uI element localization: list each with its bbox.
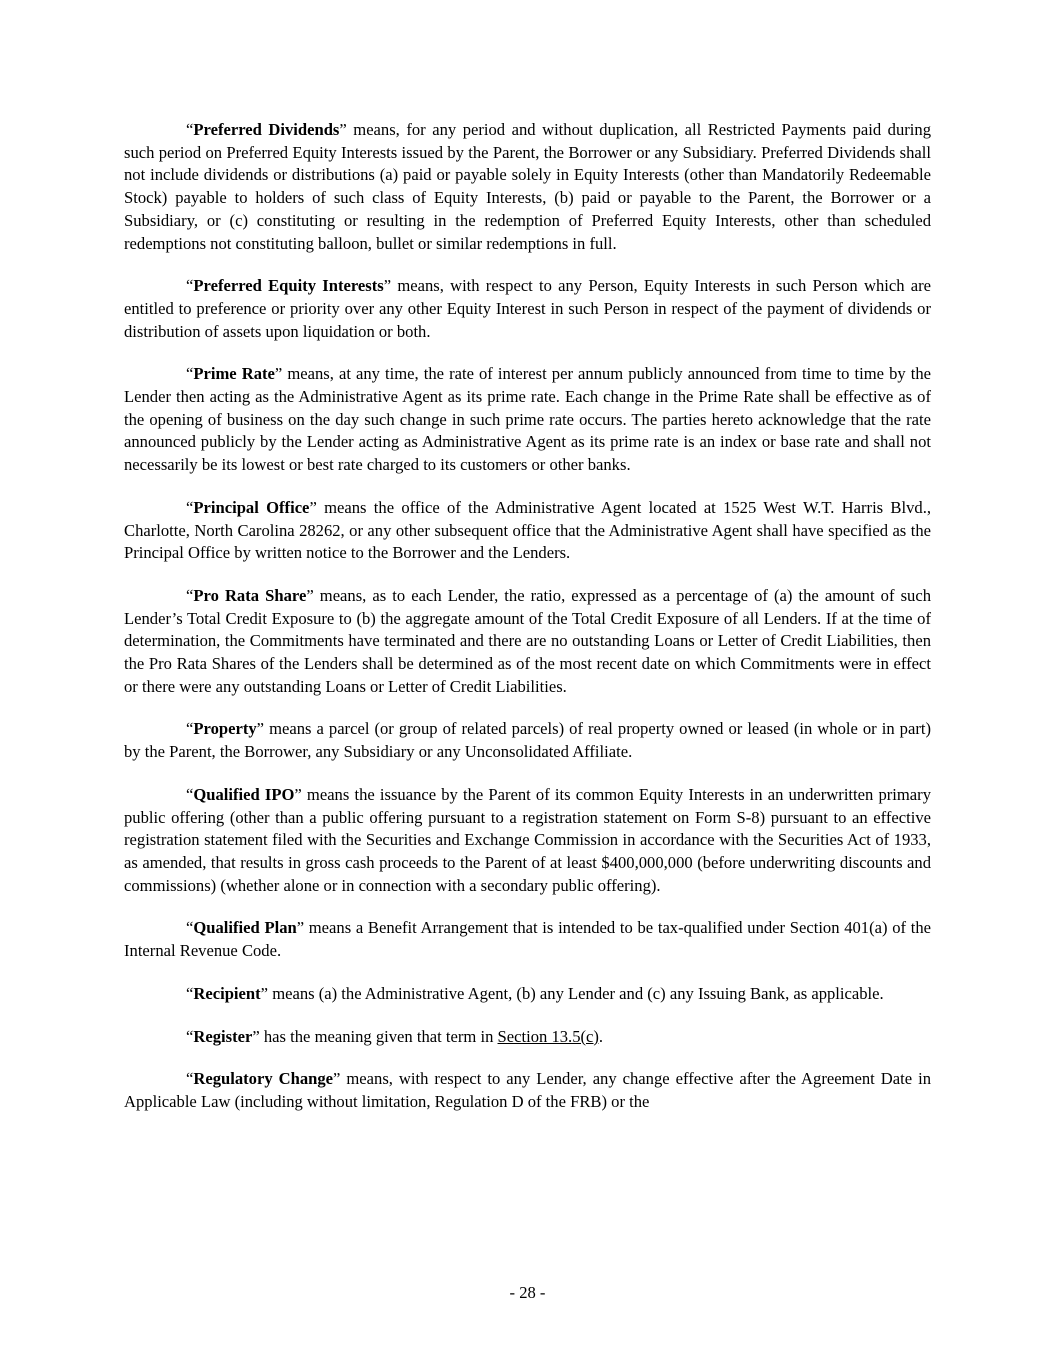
quote-open: “ <box>186 983 194 1003</box>
definition-text: means the office of the Administrative Agent located at 1525 West W.T. Harris Blvd., Charlotte, North Carolina 28262, or any other subsequent office that the Administrative Agent shall have specified as the Principal Office by written notice to the Borrower and the Lenders. <box>124 497 932 563</box>
defined-term: Pro Rata Share <box>193 585 307 605</box>
definition-regulatory-change <box>124 1068 931 1113</box>
defined-term: Regulatory Change <box>193 1069 334 1089</box>
defined-term: Register <box>193 1026 253 1046</box>
document-body <box>124 119 931 1134</box>
definition-text: means, for any period and without duplication, all Restricted Payments paid during such period on Preferred Equity Interests issued by the Parent, the Borrower or any Subsidiary. Preferred Dividends shall not include dividends or distributions (a) paid or payable solely in Equity Interests (other than Mandatorily Redeemable Stock) payable to holders of such class of Equity Interests, (b) paid or payable to the Parent, the Borrower or a Subsidiary, or (c) constituting or resulting in the redemption of Preferred Equity Interests, other than scheduled redemptions not constituting balloon, bullet or similar redemptions in full. <box>124 120 931 253</box>
definition-qualified-ipo <box>124 784 931 898</box>
quote-close: ” <box>252 1026 260 1046</box>
definition-text: means a parcel (or group of related parcels) of real property owned or leased (in whole or in part) by the Parent, the Borrower, any Subsidiary or any Unconsolidated Affiliate. <box>124 719 931 762</box>
definition-prime-rate <box>124 363 931 477</box>
quote-open: “ <box>186 1069 194 1089</box>
quote-open: “ <box>186 918 194 938</box>
definition-text: means, as to each Lender, the ratio, expressed as a percentage of (a) the amount of such Lender’s Total Credit Exposure to (b) the aggregate amount of the Total Credit Exposure of all Lenders. If at the time of determination, the Commitments have terminated and there are no outstanding Loans or Letter of Credit Liabilities, then the Pro Rata Shares of the Lenders shall be determined as of the most recent date on which Commitments were in effect or there were any outstanding Loans or Letter of Credit Liabilities. <box>124 585 931 696</box>
definition-text: means, with respect to any Person, Equity Interests in such Person which are entitled to preference or priority over any other Equity Interest in such Person in respect of the payment of dividends or distribution of assets upon liquidation or both. <box>124 276 931 341</box>
quote-open: “ <box>186 719 194 739</box>
defined-term: Qualified IPO <box>193 784 295 804</box>
quote-open: “ <box>186 585 194 605</box>
definition-text: means, with respect to any Lender, any change effective after the Agreement Date in Applicable Law (including without limitation, Regulation D of the FRB) or the <box>124 1069 931 1111</box>
defined-term: Recipient <box>193 983 261 1003</box>
definition-preferred-equity-interests <box>124 275 931 343</box>
definition-text: means (a) the Administrative Agent, (b) any Lender and (c) any Issuing Bank, as applicable. <box>268 983 884 1003</box>
quote-close: ” <box>256 719 265 739</box>
quote-close: ” <box>333 1069 341 1089</box>
quote-open: “ <box>186 364 194 384</box>
quote-close: ” <box>296 918 305 938</box>
quote-close: ” <box>383 276 392 296</box>
quote-open: “ <box>186 120 194 139</box>
quote-close: ” <box>274 364 283 384</box>
quote-open: “ <box>186 497 194 517</box>
definition-principal-office <box>124 497 931 565</box>
definition-text: has the meaning given that term in <box>259 1026 498 1046</box>
defined-term: Principal Office <box>193 497 310 517</box>
quote-close: ” <box>260 983 269 1003</box>
quote-open: “ <box>186 784 194 804</box>
quote-close: ” <box>309 497 317 517</box>
definition-text: means, at any time, the rate of interest per annum publicly announced from time to time by the Lender then acting as the Administrative Agent as its prime rate. Each change in the Prime Rate shall be effective as of the opening of business on the day such change in such prime rate occurs. The parties hereto acknowledge that the rate announced publicly by the Lender acting as Administrative Agent as its prime rate is an index or base rate and shall not necessarily be its lowest or best rate charged to its customers or other banks. <box>124 364 932 475</box>
section-reference: Section 13.5(c) <box>497 1026 599 1046</box>
definition-text-end: . <box>598 1026 604 1046</box>
quote-open: “ <box>186 1026 194 1046</box>
definition-text: means a Benefit Arrangement that is intended to be tax-qualified under Section 401(a) of the Internal Revenue Code. <box>124 918 931 961</box>
defined-term: Preferred Equity Interests <box>193 276 384 296</box>
definition-preferred-dividends <box>124 119 931 255</box>
quote-close: ” <box>306 585 314 605</box>
quote-close: ” <box>294 784 302 804</box>
definition-qualified-plan <box>124 917 931 962</box>
quote-close: ” <box>339 120 347 139</box>
defined-term: Preferred Dividends <box>193 120 340 139</box>
quote-open: “ <box>186 276 194 296</box>
definition-pro-rata-share <box>124 585 931 699</box>
defined-term: Qualified Plan <box>193 918 297 938</box>
page-number: - 28 - <box>509 1283 546 1302</box>
definition-text: means the issuance by the Parent of its common Equity Interests in an underwritten primary public offering (other than a public offering pursuant to a registration statement on Form S-8) pursuant to an effective registration statement filed with the Securities and Exchange Commission in accordance with the Securities Act of 1933, as amended, that results in gross cash proceeds to the Parent of at least $400,000,000 (before underwriting discounts and commissions) (whether alone or in connection with a secondary public offering). <box>124 784 931 895</box>
definition-register <box>124 1026 931 1049</box>
definition-property <box>124 718 931 763</box>
defined-term: Property <box>193 719 257 739</box>
defined-term: Prime Rate <box>193 364 275 384</box>
definition-recipient <box>124 983 931 1006</box>
